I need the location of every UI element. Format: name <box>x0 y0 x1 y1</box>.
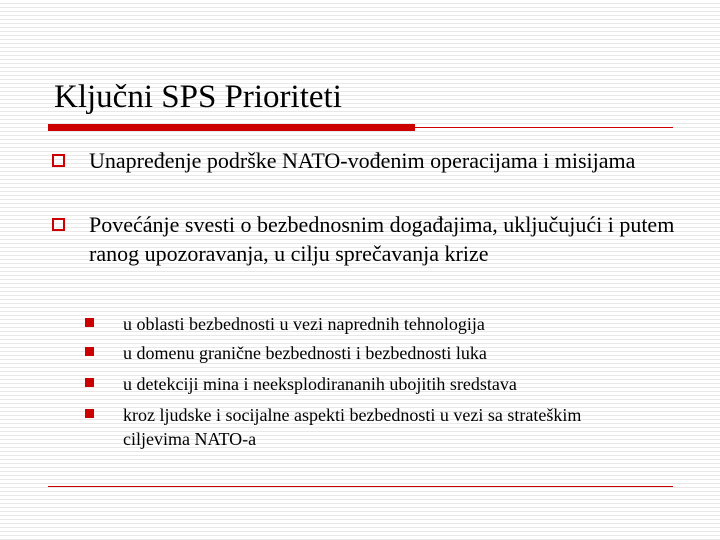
bullet-item <box>89 210 679 268</box>
sub-bullet-text: kroz ljudske i socijalne aspekti bezbednosti u vezi sa strateškim ciljevima NATO-a <box>123 405 582 449</box>
sub-bullet-text: u detekciji mina i neeksplodirananih ubojitih sredstava <box>123 374 517 394</box>
title-underline-thick <box>48 124 415 131</box>
sub-bullet-item <box>123 372 663 396</box>
slide-title: Ključni SPS Prioriteti <box>54 79 342 115</box>
bullet-text: Povećánje svesti o bezbednosnim događajima, uključujući i putem ranog upozoravanja, u cilju sprečavanja krize <box>89 212 675 266</box>
sub-bullet-item <box>123 403 643 451</box>
bottom-divider <box>48 486 673 487</box>
bullet-item <box>89 146 679 175</box>
hollow-square-bullet-icon <box>52 218 65 231</box>
hollow-square-bullet-icon <box>52 154 65 167</box>
title-underline-thin <box>415 127 673 128</box>
bullet-text: Unapređenje podrške NATO-vođenim operacijama i misijama <box>89 148 636 173</box>
filled-square-bullet-icon <box>85 318 94 327</box>
sub-bullet-text: u oblasti bezbednosti u vezi naprednih tehnologija <box>123 314 485 334</box>
sub-bullet-item <box>123 312 663 336</box>
filled-square-bullet-icon <box>85 378 94 387</box>
filled-square-bullet-icon <box>85 409 94 418</box>
filled-square-bullet-icon <box>85 347 94 356</box>
sub-bullet-item <box>123 341 663 365</box>
sub-bullet-text: u domenu granične bezbednosti i bezbednosti luka <box>123 343 487 363</box>
